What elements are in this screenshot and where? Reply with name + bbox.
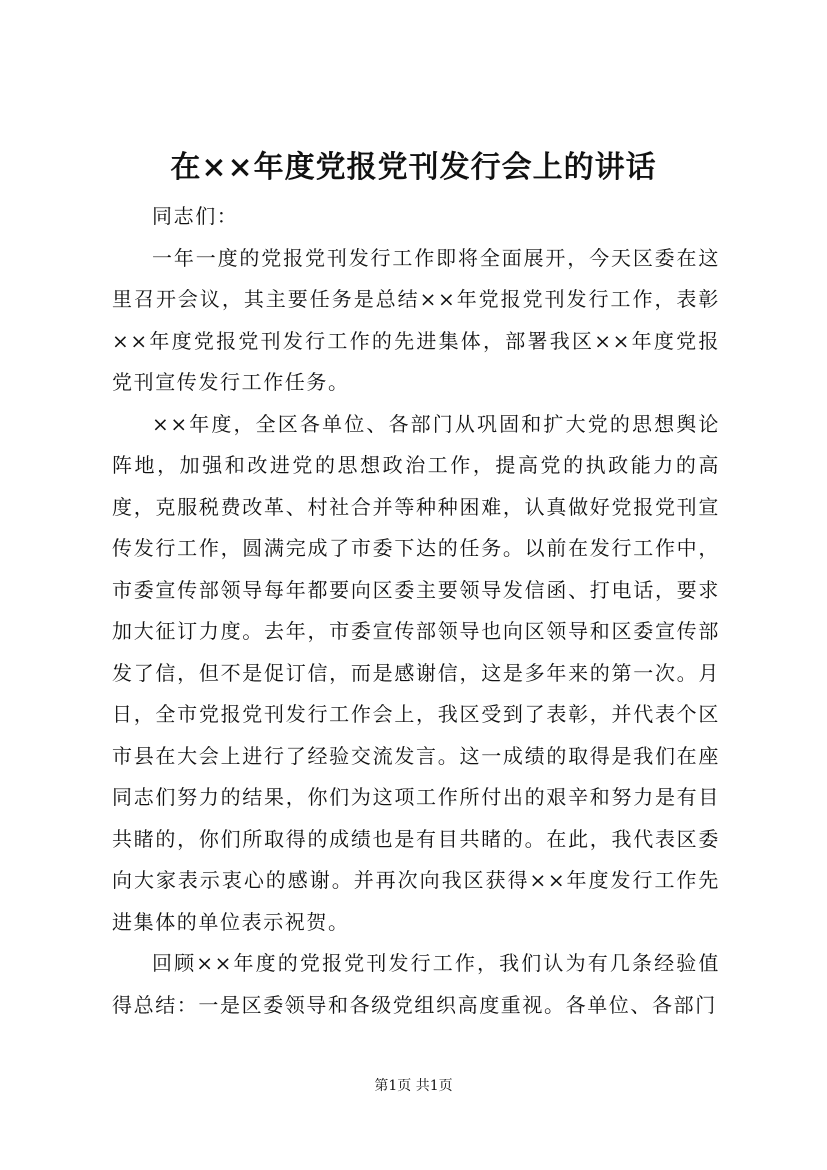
document-body bbox=[112, 196, 720, 1026]
body-paragraph-1: 一年一度的党报党刊发行工作即将全面展开，今天区委在这里召开会议，其主要任务是总结××年党报党刊发行工作，表彰××年度党报党刊发行工作的先进集体，部署我区××年度党报党刊宣传发行工作任务。 bbox=[112, 245, 720, 394]
page-number-footer: 第1页 共1页 bbox=[374, 1078, 453, 1094]
body-paragraph-2: ××年度，全区各单位、各部门从巩固和扩大党的思想舆论阵地，加强和改进党的思想政治工作，提高党的执政能力的高度，克服税费改革、村社合并等种种困难，认真做好党报党刊宣传发行工作，圆满完成了市委下达的任务。以前在发行工作中，市委宣传部领导每年都要向区委主要领导发信函、打电话，要求加大征订力度。去年，市委宣传部领导也向区领导和区委宣传部发了信，但不是促订信，而是感谢信，这是多年来的第一次。月日，全市党报党刊发行工作会上，我区受到了表彰，并代表个区市县在大会上进行了经验交流发言。这一成绩的取得是我们在座同志们努力的结果，你们为这项工作所付出的艰辛和努力是有目共睹的，你们所取得的成绩也是有目共睹的。在此，我代表区委向大家表示衷心的感谢。并再次向我区获得××年度发行工作先进集体的单位表示祝贺。 bbox=[112, 411, 720, 934]
document-title: 在××年度党报党刊发行会上的讲话 bbox=[170, 150, 657, 185]
body-paragraph-3: 回顾××年度的党报党刊发行工作，我们认为有几条经验值得总结：一是区委领导和各级党组织高度重视。各单位、各部门 bbox=[112, 951, 720, 1017]
greeting-paragraph: 同志们： bbox=[152, 204, 239, 228]
